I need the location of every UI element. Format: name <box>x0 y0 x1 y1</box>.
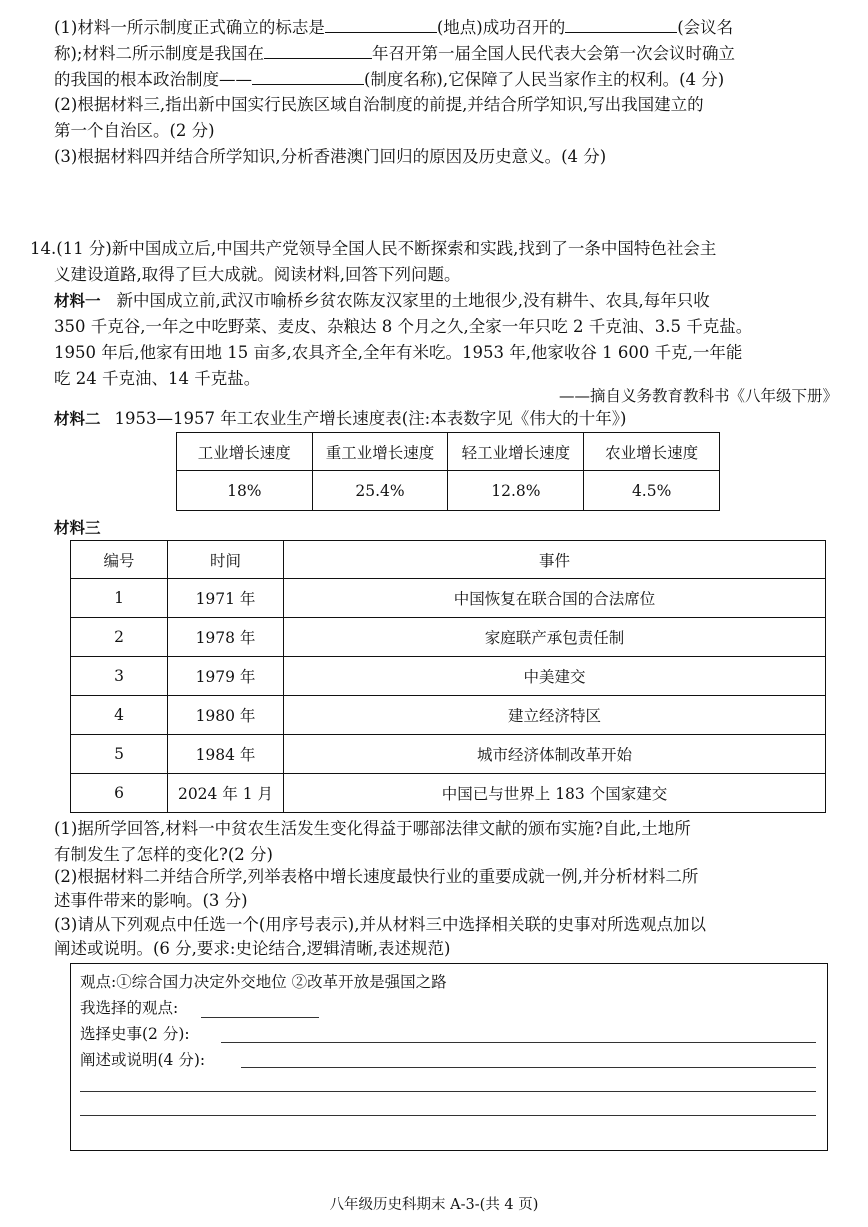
chosen-viewpoint-field[interactable] <box>201 1017 319 1018</box>
question-1-line-3 <box>54 66 724 93</box>
answer-blank[interactable] <box>325 14 437 33</box>
table-cell: 4.5% <box>584 471 720 511</box>
q1-text-g: (制度名称),它保障了人民当家作主的权利。(4 分) <box>364 70 725 89</box>
answer-blank[interactable] <box>264 40 372 59</box>
table-row <box>71 774 826 813</box>
table-cell: 1979 年 <box>168 657 284 696</box>
table-header-cell: 轻工业增长速度 <box>448 433 584 471</box>
subquestion-3-line-1: (3)请从下列观点中任选一个(用序号表示),并从材料三中选择相关联的史事对所选观点加以 <box>54 915 706 934</box>
material-3-label: 材料三 <box>54 519 101 537</box>
material-2-title: 1953—1957 年工农业生产增长速度表(注:本表数字见《伟大的十年》) <box>114 409 627 428</box>
table-cell: 1984 年 <box>168 735 284 774</box>
table-cell: 2024 年 1 月 <box>168 774 284 813</box>
material-1-label: 材料一 <box>54 292 101 310</box>
table-cell: 3 <box>71 657 168 696</box>
question-3-line: (3)根据材料四并结合所学知识,分析香港澳门回归的原因及历史意义。(4 分) <box>54 147 607 166</box>
answer-box <box>70 963 828 1151</box>
table-header-row <box>177 433 720 471</box>
q1-text-c: (会议名 <box>677 18 734 37</box>
subquestion-2-line-1: (2)根据材料二并结合所学,列举表格中增长速度最快行业的重要成就一例,并分析材料二所 <box>54 867 699 886</box>
subquestion-1-line-1: (1)据所学回答,材料一中贫农生活发生变化得益于哪部法律文献的颁布实施?自此,土地所 <box>54 819 691 838</box>
question-2-line-2: 第一个自治区。(2 分) <box>54 121 215 140</box>
answer-blank[interactable] <box>252 66 364 85</box>
q1-text-e: 年召开第一届全国人民代表大会第一次会议时确立 <box>372 44 735 63</box>
answer-blank[interactable] <box>565 14 677 33</box>
q14-intro-line-2: 义建设道路,取得了巨大成就。阅读材料,回答下列问题。 <box>54 265 461 284</box>
table-cell: 5 <box>71 735 168 774</box>
subquestion-1-line-2: 有制发生了怎样的变化?(2 分) <box>54 845 273 864</box>
table-cell: 家庭联产承包责任制 <box>284 618 826 657</box>
table-row <box>177 471 720 511</box>
subquestion-2-line-2: 述事件带来的影响。(3 分) <box>54 891 248 910</box>
material-1-line-3: 1950 年后,他家有田地 15 亩多,农具齐全,全年有米吃。1953 年,他家收谷 1 600 千克,一年能 <box>54 343 743 362</box>
table-cell: 6 <box>71 774 168 813</box>
table-cell: 1 <box>71 579 168 618</box>
table-cell: 18% <box>177 471 313 511</box>
q1-text-a: (1)材料一所示制度正式确立的标志是 <box>54 18 325 37</box>
table-header-row <box>71 541 826 579</box>
table-header-cell: 农业增长速度 <box>584 433 720 471</box>
table-cell: 1978 年 <box>168 618 284 657</box>
explanation-field[interactable] <box>241 1067 816 1068</box>
q1-text-d: 称);材料二所示制度是我国在 <box>54 44 264 63</box>
table-row <box>71 735 826 774</box>
table-cell: 1980 年 <box>168 696 284 735</box>
table-cell: 中国已与世界上 183 个国家建交 <box>284 774 826 813</box>
chosen-event-field[interactable] <box>221 1042 816 1043</box>
material-1-source: ——摘自义务教育教科书《八年级下册》 <box>558 387 838 405</box>
question-1-line-1 <box>54 14 733 41</box>
table-cell: 中国恢复在联合国的合法席位 <box>284 579 826 618</box>
table-cell: 1971 年 <box>168 579 284 618</box>
table-row <box>71 618 826 657</box>
table-row <box>71 579 826 618</box>
q1-text-b: (地点)成功召开的 <box>436 18 566 37</box>
q1-text-f: 的我国的根本政治制度—— <box>54 70 252 89</box>
material-1-line-4: 吃 24 千克油、14 千克盐。 <box>54 369 261 388</box>
question-2-line-1: (2)根据材料三,指出新中国实行民族区域自治制度的前提,并结合所学知识,写出我国建立的 <box>54 95 704 114</box>
material-1-text: 新中国成立前,武汉市喻桥乡贫农陈友汉家里的土地很少,没有耕牛、农具,每年只收 <box>116 291 710 310</box>
material-1-line-1 <box>54 288 710 314</box>
material-2-label: 材料二 <box>54 410 101 428</box>
table-row <box>71 657 826 696</box>
table-cell: 25.4% <box>312 471 448 511</box>
material-2-title-line <box>54 406 626 432</box>
table-header-cell: 事件 <box>284 541 826 579</box>
table-header-cell: 时间 <box>168 541 284 579</box>
material-2-table <box>176 432 720 511</box>
chosen-event-label: 选择史事(2 分): <box>80 1025 190 1043</box>
table-cell: 12.8% <box>448 471 584 511</box>
viewpoints-text: 观点:①综合国力决定外交地位 ②改革开放是强国之路 <box>80 973 447 991</box>
chosen-viewpoint-label: 我选择的观点: <box>80 999 179 1017</box>
subquestion-3-line-2: 阐述或说明。(6 分,要求:史论结合,逻辑清晰,表述规范) <box>54 939 451 958</box>
table-header-cell: 重工业增长速度 <box>312 433 448 471</box>
q14-intro-line-1: 14.(11 分)新中国成立后,中国共产党领导全国人民不断探索和实践,找到了一条中国特色社会主 <box>30 239 717 258</box>
table-cell: 4 <box>71 696 168 735</box>
material-3-table <box>70 540 826 813</box>
material-1-line-2: 350 千克谷,一年之中吃野菜、麦皮、杂粮达 8 个月之久,全家一年只吃 2 千克油、3.5 千克盐。 <box>54 317 753 336</box>
explanation-label: 阐述或说明(4 分): <box>80 1051 206 1069</box>
table-cell: 建立经济特区 <box>284 696 826 735</box>
page-footer: 八年级历史科期末 A-3-(共 4 页) <box>329 1197 539 1213</box>
table-cell: 城市经济体制改革开始 <box>284 735 826 774</box>
table-header-cell: 编号 <box>71 541 168 579</box>
table-cell: 中美建交 <box>284 657 826 696</box>
explanation-field[interactable] <box>80 1115 816 1116</box>
table-row <box>71 696 826 735</box>
table-header-cell: 工业增长速度 <box>177 433 313 471</box>
table-cell: 2 <box>71 618 168 657</box>
explanation-field[interactable] <box>80 1091 816 1092</box>
question-1-line-2 <box>54 40 735 67</box>
